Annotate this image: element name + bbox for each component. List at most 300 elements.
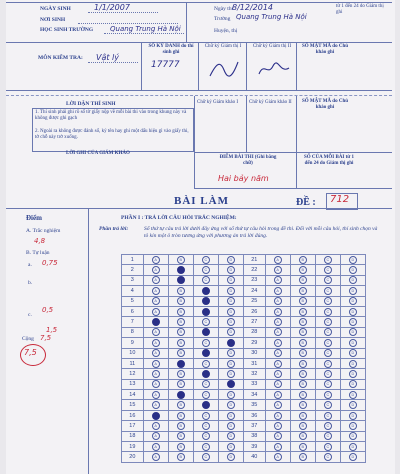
answer-bubble[interactable]: A (274, 339, 282, 347)
option-cell (290, 286, 315, 296)
invig2-label: Chữ ký Giám thị II (252, 44, 292, 49)
option-cell (193, 296, 218, 306)
answer-bubble[interactable]: A (152, 297, 160, 305)
answer-bubble[interactable]: C (324, 453, 332, 461)
answer-bubble[interactable]: A (152, 287, 160, 295)
answer-bubble[interactable]: C (202, 308, 210, 316)
subject-value: Vật lý (96, 53, 120, 62)
answer-row (122, 400, 366, 410)
answer-bubble[interactable]: D (227, 453, 235, 461)
answer-bubble[interactable]: D (227, 339, 235, 347)
answer-bubble[interactable]: B (299, 360, 307, 368)
question-number: 15 (122, 400, 144, 410)
answer-bubble[interactable]: B (299, 276, 307, 284)
question-number: 9 (122, 338, 144, 348)
answer-bubble[interactable]: A (274, 349, 282, 357)
answer-bubble[interactable]: B (299, 287, 307, 295)
option-cell (265, 400, 290, 410)
question-number: 2 (122, 265, 144, 275)
answer-bubble[interactable]: C (202, 453, 210, 461)
answer-bubble[interactable]: B (299, 266, 307, 274)
code-value: 712 (330, 194, 350, 205)
answer-bubble[interactable]: D (349, 370, 357, 378)
answer-bubble[interactable]: D (349, 443, 357, 451)
question-number: 10 (122, 348, 144, 358)
option-cell (340, 255, 365, 265)
option-cell (315, 275, 340, 285)
option-cell (265, 379, 290, 389)
answer-bubble[interactable]: D (349, 339, 357, 347)
option-cell (143, 400, 168, 410)
answer-bubble[interactable]: D (227, 297, 235, 305)
option-cell (265, 296, 290, 306)
answer-row (122, 431, 366, 441)
answer-bubble[interactable]: D (349, 432, 357, 440)
answer-bubble[interactable]: A (274, 412, 282, 420)
question-number: 8 (122, 327, 144, 337)
question-number: 3 (122, 275, 144, 285)
answer-bubble[interactable]: A (152, 370, 160, 378)
option-cell (315, 306, 340, 316)
answer-bubble[interactable]: C (324, 297, 332, 305)
answer-bubble[interactable]: D (227, 380, 235, 388)
option-cell (290, 400, 315, 410)
answer-bubble[interactable]: A (152, 391, 160, 399)
answer-bubble[interactable]: C (324, 432, 332, 440)
answer-bubble[interactable]: A (152, 256, 160, 264)
answer-bubble[interactable]: C (324, 308, 332, 316)
mc-label: A. Trắc nghiệm (26, 228, 61, 234)
option-cell (218, 452, 243, 462)
option-cell (193, 410, 218, 420)
exam-sheet: NGÀY SINH 1/1/2007 NƠI SINH HỌC SINH TRƯỜNG Quang Trung Hà Nội Ngày thi 8/12/2014 Trường Quang Trung Hà Nội Huyện, thị từ 1 đến 24 do Giám thị ghi MÔN KIỂM TRA: Vật lý SỐ KÝ DANH do thí sinh ghi 17777 Chữ ký Giám thị I Chữ ký Giám thị II SỐ MẬT MÃ do Chủ khảo ghi LỜI DẶN THÍ SINH 1. Thí sinh phải ghi rõ số tờ giấy nộp về mỗi bài thi vào trong khung này và không được ghi gạch 2. Ngoài ra không được đánh số, ký tên hay ghi một dấu hiệu gì vào giấy thi, tờ chỗ này trở xuống. LỜI GHI CỦA GIÁM KHẢO Chữ ký Giám khảo I Chữ ký Giám khảo II SỐ MẬT MÃ do Chủ khảo ghi ĐIỂM BÀI THI (Ghi bằng chữ) Hai bảy năm SỐ CỦA MỖI BÀI từ 1 đến 24 do Giám thị ghi BÀI LÀM ĐỀ : 712 Điểm A. Trắc nghiệm 4,8 B. Tự luận a. 0,75 b. 0,5 c. 1,5 Cộng 7,5 7,5 PHẦN I : TRẢ LỜI CÂU HỎI TRẮC NGHIỆM: Phần trả lời: Số thứ tự câu trả lời dưới đây ứng với số thứ tự câu hỏi trong đề thi. Đối với mỗi câu hỏi, thí sinh chọn và tô kín một ô tròn tương ứng với phương án trả lời đúng. 1 A B C D 21 A B C D 2 A B C D 22 A B C D 3 A B C D 23 A B C D 4 A B C D 24 A B C D 5 A B C D 25 A B C D 6 A B C D 26 A B C D 7 A B C D 27 A B C D 8 A B C D 28 A B C D 9 A B C D 29 A B C D 10 A B C D 30 A B C D 11 A B C D 31 A B C D 12 A B C D 32 A B C D 13 A B C D 33 A B C D 14 A B C D 34 A B C D 15 A B C D 35 A B C D 16 A B C D 36 A B C D 17 A B C D 37 A B C D 18 A B C D 38 A B C D 19 A B C D 39 A B C D 20 A B C D 40 A B C D (6, 0, 395, 474)
option-cell (290, 452, 315, 462)
option-cell (143, 379, 168, 389)
answer-bubble[interactable]: C (324, 349, 332, 357)
answer-bubble[interactable]: A (274, 401, 282, 409)
option-cell (193, 306, 218, 316)
option-cell (265, 431, 290, 441)
answer-bubble[interactable]: D (227, 401, 235, 409)
answer-bubble[interactable]: D (227, 412, 235, 420)
option-cell (143, 421, 168, 431)
answer-bubble[interactable]: C (324, 401, 332, 409)
option-cell (340, 379, 365, 389)
option-cell (340, 338, 365, 348)
answer-bubble[interactable]: B (177, 453, 185, 461)
answer-bubble[interactable]: C (324, 266, 332, 274)
answer-bubble[interactable]: C (324, 412, 332, 420)
question-number: 14 (122, 390, 144, 400)
question-number: 18 (122, 431, 144, 441)
option-cell (340, 410, 365, 420)
option-cell (143, 452, 168, 462)
option-cell (168, 348, 193, 358)
answer-bubble[interactable]: A (274, 318, 282, 326)
answer-bubble[interactable]: D (227, 328, 235, 336)
answer-bubble[interactable]: B (299, 443, 307, 451)
cut-line (6, 95, 392, 96)
option-cell (340, 327, 365, 337)
invigilator2-signature (256, 56, 292, 82)
answer-bubble[interactable]: B (177, 256, 185, 264)
answer-bubble[interactable]: A (152, 401, 160, 409)
option-cell (315, 421, 340, 431)
answer-bubble[interactable]: B (299, 391, 307, 399)
question-number: 39 (243, 442, 265, 452)
option-cell (193, 286, 218, 296)
answer-bubble[interactable]: D (349, 360, 357, 368)
answer-bubble[interactable]: B (299, 401, 307, 409)
answer-bubble[interactable]: B (299, 349, 307, 357)
option-cell (315, 358, 340, 368)
answer-bubble[interactable]: C (202, 318, 210, 326)
option-cell (143, 410, 168, 420)
answer-bubble[interactable]: C (324, 276, 332, 284)
option-cell (168, 390, 193, 400)
answer-bubble[interactable]: C (202, 370, 210, 378)
answer-bubble[interactable]: B (177, 308, 185, 316)
answer-bubble[interactable]: B (299, 339, 307, 347)
school-label: Trường (214, 16, 231, 22)
option-cell (218, 286, 243, 296)
answer-bubble[interactable]: B (177, 412, 185, 420)
answer-bubble[interactable]: A (274, 308, 282, 316)
option-cell (340, 390, 365, 400)
answer-bubble[interactable]: B (177, 432, 185, 440)
answer-bubble[interactable]: D (227, 266, 235, 274)
answer-bubble[interactable]: C (324, 370, 332, 378)
answer-bubble[interactable]: C (202, 412, 210, 420)
answer-bubble[interactable]: C (324, 318, 332, 326)
option-cell (218, 338, 243, 348)
answer-bubble[interactable]: B (177, 318, 185, 326)
option-cell (290, 306, 315, 316)
answer-bubble[interactable]: B (177, 266, 185, 274)
answer-bubble[interactable]: B (299, 432, 307, 440)
answer-bubble[interactable]: A (152, 308, 160, 316)
option-cell (193, 338, 218, 348)
answer-bubble[interactable]: C (324, 422, 332, 430)
answer-bubble[interactable]: B (299, 308, 307, 316)
answer-bubble[interactable]: D (227, 360, 235, 368)
option-cell (218, 358, 243, 368)
option-cell (218, 421, 243, 431)
answer-bubble[interactable]: B (177, 276, 185, 284)
answer-bubble[interactable]: A (152, 360, 160, 368)
answer-bubble[interactable]: C (202, 256, 210, 264)
answer-bubble[interactable]: D (227, 276, 235, 284)
answer-bubble[interactable]: D (349, 297, 357, 305)
answer-bubble[interactable]: A (274, 380, 282, 388)
answer-bubble[interactable]: C (202, 297, 210, 305)
option-cell (290, 348, 315, 358)
birth-value: 1/1/2007 (94, 3, 130, 12)
answer-bubble[interactable]: C (202, 287, 210, 295)
answer-bubble[interactable]: C (202, 401, 210, 409)
option-cell (218, 255, 243, 265)
answer-bubble[interactable]: D (227, 422, 235, 430)
answer-bubble[interactable]: D (349, 401, 357, 409)
answer-bubble[interactable]: A (152, 453, 160, 461)
answer-bubble[interactable]: D (227, 349, 235, 357)
answer-bubble[interactable]: A (274, 370, 282, 378)
answer-bubble[interactable]: D (227, 370, 235, 378)
option-cell (340, 348, 365, 358)
answer-bubble[interactable]: A (274, 443, 282, 451)
answer-bubble[interactable]: B (177, 349, 185, 357)
option-cell (315, 265, 340, 275)
option-cell (143, 338, 168, 348)
answer-row (122, 338, 366, 348)
answer-bubble[interactable]: A (152, 380, 160, 388)
question-number: 20 (122, 452, 144, 462)
answer-bubble[interactable]: D (349, 256, 357, 264)
total-value: 7,5 (40, 334, 52, 342)
answer-bubble[interactable]: B (177, 370, 185, 378)
answer-bubble[interactable]: B (299, 318, 307, 326)
option-cell (193, 400, 218, 410)
answer-row (122, 265, 366, 275)
answer-bubble[interactable]: C (324, 287, 332, 295)
answer-bubble[interactable]: C (324, 443, 332, 451)
main-title: BÀI LÀM (174, 195, 229, 207)
question-number: 30 (243, 348, 265, 358)
option-cell (290, 265, 315, 275)
answer-grid (121, 254, 366, 463)
guide-label: Phần trả lời: (99, 226, 129, 232)
answer-bubble[interactable]: C (202, 266, 210, 274)
answer-bubble[interactable]: A (274, 360, 282, 368)
answer-bubble[interactable]: A (274, 328, 282, 336)
option-cell (218, 275, 243, 285)
option-cell (193, 317, 218, 327)
answer-bubble[interactable]: D (349, 349, 357, 357)
answer-bubble[interactable]: D (227, 308, 235, 316)
answer-bubble[interactable]: C (202, 443, 210, 451)
part1-title: PHẦN I : TRẢ LỜI CÂU HỎI TRẮC NGHIỆM: (121, 215, 237, 221)
examiner1-label: Chữ ký Giám khảo I (197, 100, 239, 105)
question-number: 11 (122, 358, 144, 368)
answer-row (122, 369, 366, 379)
option-cell (340, 431, 365, 441)
answer-bubble[interactable]: A (152, 432, 160, 440)
question-number: 26 (243, 306, 265, 316)
answer-bubble[interactable]: D (227, 256, 235, 264)
question-number: 35 (243, 400, 265, 410)
secret-label: SỐ MẬT MÃ do Chủ khảo ghi (301, 44, 349, 55)
answer-bubble[interactable]: A (152, 339, 160, 347)
answer-bubble[interactable]: A (274, 287, 282, 295)
answer-bubble[interactable]: C (202, 328, 210, 336)
sbd-label: SỐ KÝ DANH do thí sinh ghi (148, 44, 194, 55)
option-cell (168, 442, 193, 452)
answer-bubble[interactable]: C (324, 339, 332, 347)
option-cell (265, 255, 290, 265)
answer-bubble[interactable]: A (152, 349, 160, 357)
answer-bubble[interactable]: C (202, 349, 210, 357)
answer-bubble[interactable]: C (202, 339, 210, 347)
option-cell (193, 327, 218, 337)
answer-bubble[interactable]: B (299, 412, 307, 420)
mc-score: 4,8 (34, 237, 46, 245)
answer-bubble[interactable]: D (227, 443, 235, 451)
answer-bubble[interactable]: B (177, 297, 185, 305)
answer-bubble[interactable]: C (202, 422, 210, 430)
answer-bubble[interactable]: D (349, 380, 357, 388)
option-cell (340, 265, 365, 275)
option-cell (340, 421, 365, 431)
option-cell (168, 286, 193, 296)
option-cell (315, 327, 340, 337)
option-cell (340, 400, 365, 410)
option-cell (193, 348, 218, 358)
question-number: 5 (122, 296, 144, 306)
option-cell (168, 379, 193, 389)
answer-bubble[interactable]: A (152, 422, 160, 430)
answer-bubble[interactable]: D (349, 308, 357, 316)
answer-bubble[interactable]: C (324, 360, 332, 368)
option-cell (143, 358, 168, 368)
option-cell (315, 410, 340, 420)
option-cell (265, 410, 290, 420)
answer-bubble[interactable]: B (177, 391, 185, 399)
answer-bubble[interactable]: A (274, 266, 282, 274)
option-cell (218, 431, 243, 441)
option-cell (315, 442, 340, 452)
answer-bubble[interactable]: A (274, 432, 282, 440)
option-cell (340, 306, 365, 316)
option-cell (290, 410, 315, 420)
answer-bubble[interactable]: A (152, 328, 160, 336)
answer-bubble[interactable]: B (299, 380, 307, 388)
answer-bubble[interactable]: D (349, 453, 357, 461)
answer-bubble[interactable]: C (202, 432, 210, 440)
option-cell (290, 421, 315, 431)
option-cell (290, 390, 315, 400)
answer-bubble[interactable]: A (274, 297, 282, 305)
option-cell (143, 442, 168, 452)
answer-bubble[interactable]: D (349, 422, 357, 430)
option-cell (218, 410, 243, 420)
answer-bubble[interactable]: C (324, 256, 332, 264)
option-cell (168, 421, 193, 431)
answer-bubble[interactable]: B (177, 401, 185, 409)
answer-bubble[interactable]: B (177, 380, 185, 388)
answer-bubble[interactable]: A (274, 391, 282, 399)
option-cell (193, 390, 218, 400)
school-value: Quang Trung Hà Nội (110, 25, 181, 33)
answer-bubble[interactable]: D (227, 432, 235, 440)
answer-bubble[interactable]: C (202, 380, 210, 388)
answer-bubble[interactable]: D (349, 276, 357, 284)
answer-bubble[interactable]: A (152, 412, 160, 420)
answer-bubble[interactable]: C (202, 391, 210, 399)
answer-bubble[interactable]: D (227, 318, 235, 326)
answer-bubble[interactable]: D (227, 391, 235, 399)
answer-bubble[interactable]: C (324, 380, 332, 388)
answer-bubble[interactable]: B (299, 328, 307, 336)
option-cell (168, 410, 193, 420)
answer-bubble[interactable]: B (177, 328, 185, 336)
answer-bubble[interactable]: A (152, 276, 160, 284)
answer-bubble[interactable]: A (274, 422, 282, 430)
answer-bubble[interactable]: B (299, 297, 307, 305)
score-label: ĐIỂM BÀI THI (Ghi bằng chữ) (219, 155, 277, 166)
question-number: 25 (243, 296, 265, 306)
answer-bubble[interactable]: D (349, 412, 357, 420)
option-cell (290, 431, 315, 441)
answer-bubble[interactable]: B (299, 256, 307, 264)
answer-bubble[interactable]: A (274, 276, 282, 284)
answer-bubble[interactable]: B (177, 339, 185, 347)
answer-bubble[interactable]: B (177, 360, 185, 368)
answer-bubble[interactable]: B (299, 453, 307, 461)
option-cell (168, 369, 193, 379)
answer-bubble[interactable]: A (152, 318, 160, 326)
answer-bubble[interactable]: A (274, 256, 282, 264)
option-cell (265, 265, 290, 275)
answer-bubble[interactable]: B (299, 370, 307, 378)
answer-bubble[interactable]: C (324, 328, 332, 336)
answer-bubble[interactable]: B (177, 443, 185, 451)
answer-bubble[interactable]: B (177, 287, 185, 295)
answer-bubble[interactable]: C (202, 276, 210, 284)
option-cell (143, 255, 168, 265)
answer-bubble[interactable]: A (274, 453, 282, 461)
option-cell (168, 296, 193, 306)
question-number: 4 (122, 286, 144, 296)
option-cell (315, 255, 340, 265)
option-cell (168, 317, 193, 327)
option-cell (315, 369, 340, 379)
option-cell (265, 327, 290, 337)
answer-bubble[interactable]: D (349, 287, 357, 295)
answer-bubble[interactable]: C (202, 360, 210, 368)
answer-bubble[interactable]: A (152, 266, 160, 274)
answer-row (122, 306, 366, 316)
school-written: Quang Trung Hà Nội (236, 13, 307, 21)
answer-bubble[interactable]: B (299, 422, 307, 430)
question-number: 19 (122, 442, 144, 452)
option-cell (265, 348, 290, 358)
question-number: 16 (122, 410, 144, 420)
answer-bubble[interactable]: D (349, 318, 357, 326)
option-cell (143, 296, 168, 306)
option-cell (168, 400, 193, 410)
answer-bubble[interactable]: C (324, 391, 332, 399)
option-cell (340, 369, 365, 379)
answer-bubble[interactable]: A (152, 443, 160, 451)
answer-row (122, 286, 366, 296)
answer-bubble[interactable]: D (349, 391, 357, 399)
answer-bubble[interactable]: D (227, 287, 235, 295)
answer-bubble[interactable]: D (349, 328, 357, 336)
option-cell (340, 296, 365, 306)
answer-bubble[interactable]: B (177, 422, 185, 430)
answer-bubble[interactable]: D (349, 266, 357, 274)
option-cell (193, 379, 218, 389)
option-cell (218, 317, 243, 327)
option-cell (218, 379, 243, 389)
option-cell (290, 338, 315, 348)
question-number: 22 (243, 265, 265, 275)
option-cell (143, 431, 168, 441)
option-cell (168, 338, 193, 348)
option-cell (315, 317, 340, 327)
option-cell (143, 390, 168, 400)
option-cell (315, 296, 340, 306)
